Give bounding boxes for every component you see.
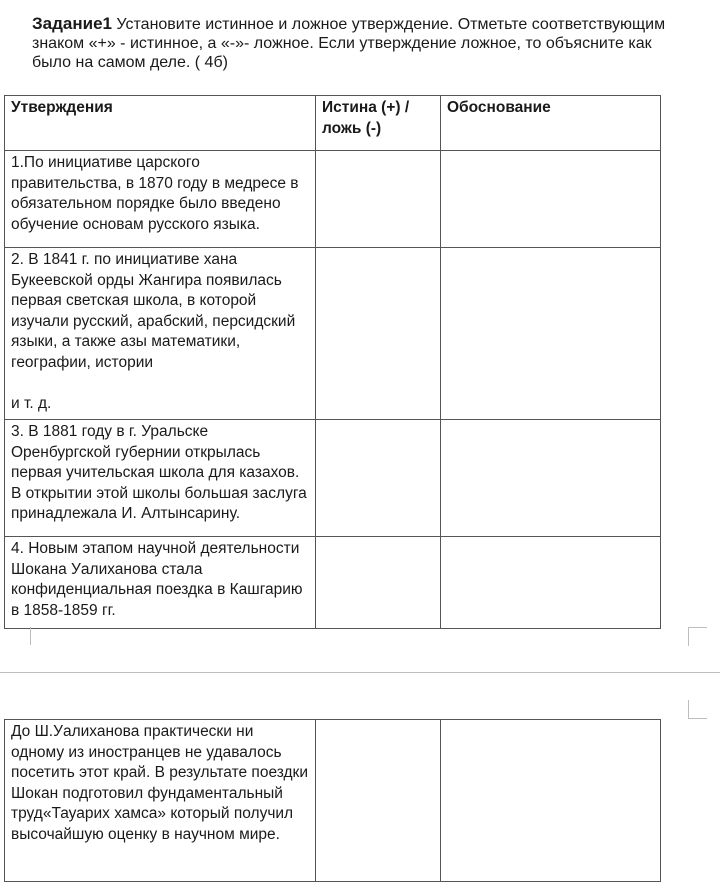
truth-cell[interactable] xyxy=(316,151,441,248)
truth-cell[interactable] xyxy=(316,420,441,537)
page-corner-mark xyxy=(688,627,707,646)
task-title: Задание1 xyxy=(32,14,112,33)
header-reason: Обоснование xyxy=(441,96,661,151)
statement-cell: До Ш.Уалиханова практически ни одному из иностранцев не удавалось посетить этот край. В результате поездки Шокан подготовил фундаментальный труд«Тауарих хамса» который получил высочайшую оценку в научном мире. xyxy=(5,720,316,882)
header-truth: Истина (+) / ложь (-) xyxy=(316,96,441,151)
statement-cell: 3. В 1881 году в г. Уральске Оренбургской губернии открылась первая учительская школа для казахов. В открытии этой школы большая заслуга принадлежала И. Алтынсарину. xyxy=(5,420,316,537)
table-header-row xyxy=(5,96,661,151)
truth-cell[interactable] xyxy=(316,720,441,882)
reason-cell[interactable] xyxy=(441,537,661,629)
statements-table xyxy=(4,95,661,629)
table-row xyxy=(5,720,661,882)
task-instructions xyxy=(32,14,692,72)
statement-cell: 2. В 1841 г. по инициативе хана Букеевской орды Жангира появилась первая светская школа, в которой изучали русский, арабский, персидский языки, а также азы математики, географии, истории и т. д. xyxy=(5,248,316,420)
truth-cell[interactable] xyxy=(316,537,441,629)
statements-table-continued xyxy=(4,719,661,882)
table-row xyxy=(5,248,661,420)
reason-cell[interactable] xyxy=(441,720,661,882)
statement-cell: 1.По инициативе царского правительства, в 1870 году в медресе в обязательном порядке было введено обучение основам русского языка. xyxy=(5,151,316,248)
page-corner-mark xyxy=(688,700,707,719)
reason-cell[interactable] xyxy=(441,151,661,248)
page-corner-mark xyxy=(30,627,31,645)
header-statements: Утверждения xyxy=(5,96,316,151)
reason-cell[interactable] xyxy=(441,248,661,420)
statement-cell: 4. Новым этапом научной деятельности Шокана Уалиханова стала конфиденциальная поездка в Кашгарию в 1858-1859 гг. xyxy=(5,537,316,629)
table-row xyxy=(5,537,661,629)
table-row xyxy=(5,420,661,537)
task-text: Установите истинное и ложное утверждение. Отметьте соответствующим знаком «+» - истинное, а «-»- ложное. Если утверждение ложное, то объясните как было на самом деле. ( 4б) xyxy=(32,16,666,71)
reason-cell[interactable] xyxy=(441,420,661,537)
page-break xyxy=(0,672,720,673)
table-row xyxy=(5,151,661,248)
truth-cell[interactable] xyxy=(316,248,441,420)
